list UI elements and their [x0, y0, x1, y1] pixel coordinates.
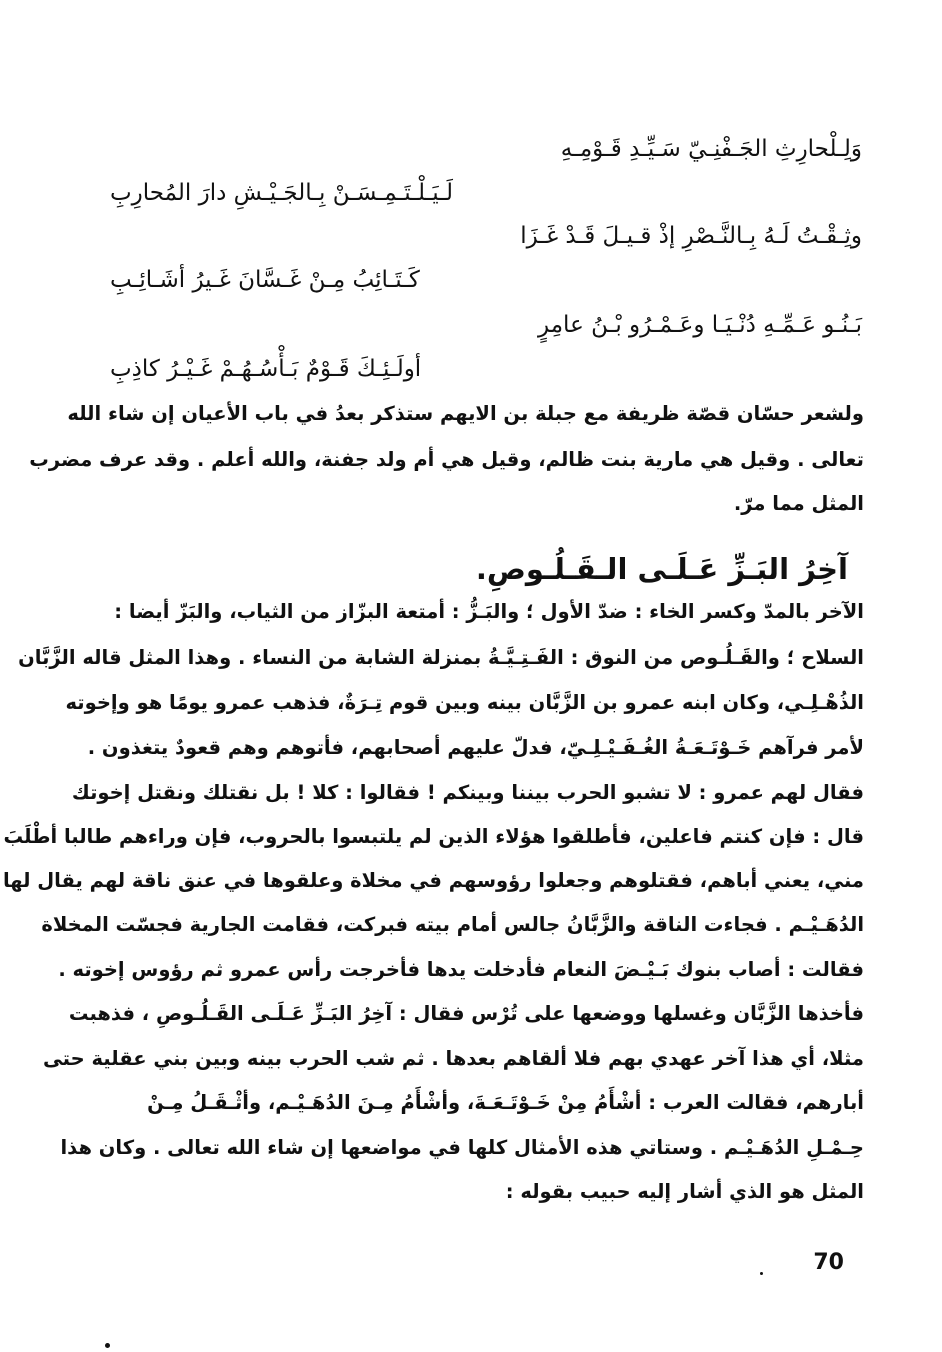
paragraph-2-line-14: المثل هو الذي أشار إليه حبيب بقوله : [505, 1180, 864, 1203]
paragraph-2-line-7: مني، يعني أباهم، فقتلوهم وجعلوا رؤوسهم في مخلاة وعلقوها في عنق ناقة لهم يقال لها [2, 869, 864, 892]
verse-line-2: لَـيَـلْـتَـمِـسَـنْ بِـالجَـيْـشِ دارَ المُحارِبِ [110, 180, 453, 206]
paragraph-1-line-1: ولشعر حسّان قصّة ظريفة مع جبلة بن الايهم ستذكر بعدُ في باب الأعيان إن شاء الله [67, 402, 864, 425]
verse-line-1: وَلِـلْحارِثِ الجَـفْنِـيّ سَـيِّـدِ قَـوْمِـهِ [560, 136, 862, 162]
paragraph-2-line-6: قال : فإن كنتم فاعلين، فأطلقوا هؤلاء الذين لم يلتبسوا بالحروب، فإن وراءهم طالبا أطْلَبَ [3, 825, 864, 848]
paragraph-2-line-9: فقالت : أصاب بنوك بَـيْـضَ النعام فأدخلت يدها فأخرجت رأس عمرو ثم رؤوس إخوته . [58, 958, 864, 981]
verse-line-3: وثِـقْـتُ لَـهُ بِـالنَّـصْرِ إذْ قـيـلَ قَـدْ غَـزَا [520, 223, 862, 249]
page-number: 70 [813, 1250, 844, 1275]
verse-line-6: أولَـئِـكَ قَـوْمٌ بَـأْسُـهُـمْ غَـيْـرُ كاذِبِ [110, 356, 422, 382]
paragraph-2-line-1: الآخر بالمدّ وكسر الخاء : ضدّ الأول ؛ والبَـزُّ : أمتعة البزّاز من الثياب، والبَزّ أيضا : [114, 600, 864, 623]
paragraph-2-line-4: لأمر فرآهم خَـوْتَـعَـةُ الغُـفَـيْـلِـيّ، فدلّ عليهم أصحابهم، فأتوهم وهم قعودٌ يتغذون . [87, 736, 864, 759]
paragraph-2-line-11: مثلا، أي هذا آخر عهدي بهم فلا ألقاهم بعدها . ثم شب الحرب بينه وبين بني عقلية حتى [42, 1047, 864, 1070]
paragraph-2-line-13: حِـمْـلِ الدُهَـيْـم . وستاتي هذه الأمثال كلها في مواضعها إن شاء الله تعالى . وكان هذا [60, 1136, 864, 1159]
paragraph-2-line-8: الدُهَـيْـم . فجاءت الناقة والزَّبَّانُ جالس أمام بيته فبركت، فقامت الجارية فجسّت المخلاة [41, 913, 864, 936]
paragraph-1-line-3: المثل مما مرّ. [733, 492, 864, 515]
verse-line-4: كَـتَـائِبُ مِـنْ غَـسَّانَ غَـيرُ أشَـائِـبِ [110, 267, 420, 293]
paragraph-2-line-12: أبارهم، فقالت العرب : أشْأَمُ مِنْ خَـوْتَـعَـةَ، وأشْأَمُ مِـنَ الدُهَـيْـم، وأثْـقَـلُ مِـنْ [147, 1091, 864, 1114]
scan-speck-bottom [105, 1343, 110, 1348]
verse-line-5: بَـنُـو عَـمِّـهِ دُنْـيَـا وعَـمْـرُو بْـنُ عامِرٍ [538, 312, 862, 338]
proverb-heading: آخِرُ البَـزِّ عَـلَـى الـقَـلُـوصِ. [475, 552, 848, 586]
paragraph-2-line-10: فأخذها الزَّبَّان وغسلها ووضعها على تُرْس فقال : آخِرُ البَـزِّ عَـلَـى القَـلُـوصِ ، فذهبت [68, 1002, 864, 1025]
paragraph-2-line-3: الذُهْـلِـي، وكان ابنه عمرو بن الزَّبَّان بينه وبين قوم تِـرَةٌ، فذهب عمرو يومًا هو وإخوته [65, 691, 864, 714]
scan-speck [760, 1272, 763, 1275]
paragraph-2-line-5: فقال لهم عمرو : لا تشبو الحرب بيننا وبينكم ! فقالوا : كلا ! بل نقتلك ونقتل إخوتك [71, 781, 864, 804]
paragraph-2-line-2: السلاح ؛ والقَـلُـوص من النوق : الفَـتِـيَّـةُ بمنزلة الشابة من النساء . وهذا المثل قاله الزَّبَّان [18, 646, 864, 669]
paragraph-1-line-2: تعالى . وقيل هي مارية بنت ظالم، وقيل هي أم ولد جفنة، والله أعلم . وقد عرف مضرب [29, 448, 864, 471]
